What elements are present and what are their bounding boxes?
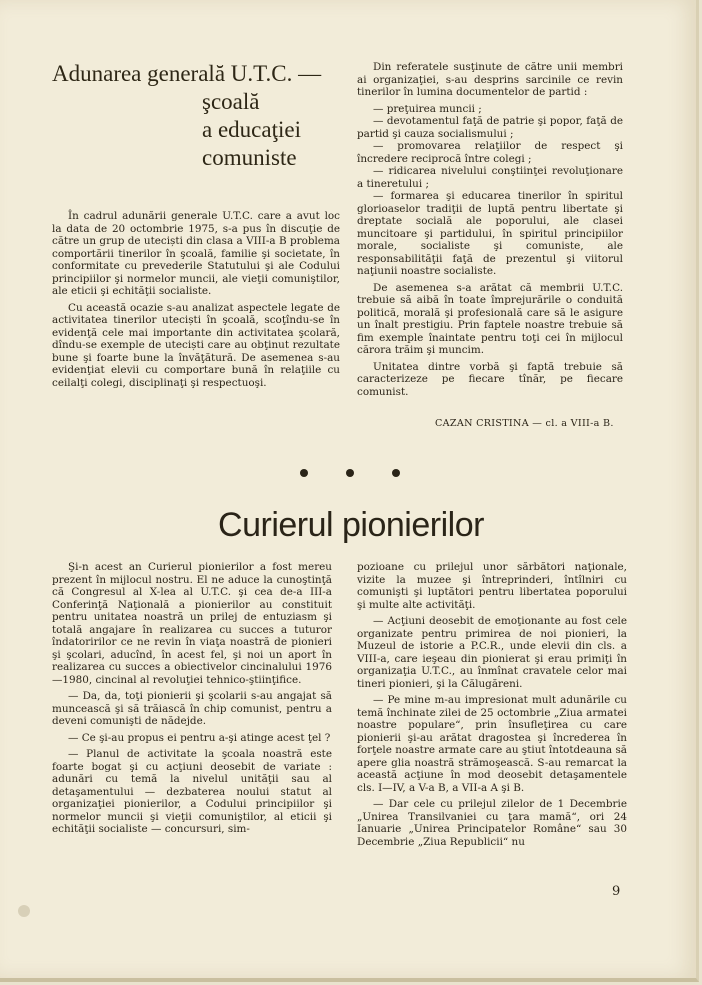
paragraph: — Dar cele cu prilejul zilelor de 1 Decembrie „Unirea Transilvaniei cu ţara mamă“, ori 24 Ianuarie „Unirea Principatelor Române“ sau 30 Decembrie „Ziua Republicii“ nu — [357, 798, 627, 848]
paragraph: — Acţiuni deosebit de emoţionante au fost cele organizate pentru primirea de noi pionieri, la Muzeul de istorie a P.C.R., unde elevii din cls. a VIII-a, care ieşeau din pionierat şi erau primiţi în organizaţia U.T.C., au înmînat cravatele celor mai tineri pionieri, şi la Călugăreni. — [357, 615, 627, 690]
paragraph: Şi-n acest an Curierul pionierilor a fost mereu prezent în mijlocul nostru. El ne aduce la cunoştinţă că Congresul al X-lea al U.T.C. şi cea de-a III-a Conferinţă Naţională a pionierilor au constituit pentru unitatea noastră un prilej de entuziasm şi totală angajare în realizarea cu succes a tuturor îndatoririlor ce ne revin în viaţa noastră de pionieri şi şcolari, aducînd, în acest fel, şi noi un aport în realizarea cu succes a obiectivelor cincinalului 1976—1980, cincinal al revoluţiei tehnico-ştiinţifice. — [52, 561, 332, 686]
binding-hole — [18, 905, 30, 917]
separator-dot — [346, 469, 354, 477]
list-item: — devotamentul faţă de patrie şi popor, faţă de partid şi cauza socialismului ; — [357, 115, 623, 140]
list-item: — promovarea relaţiilor de respect şi încredere reciprocă între colegi ; — [357, 140, 623, 165]
section-separator — [300, 469, 400, 477]
paragraph: — Planul de activitate la şcoala noastră este foarte bogat şi cu acţiuni deosebit de variate : adunări cu temă la nivelul unităţii sau al detaşamentului — dezbaterea noului statut al organizaţiei pionierilor, a Codului principiilor şi normelor muncii şi vieţii comuniştilor, al eticii şi echităţii socialiste — concursuri, sim- — [52, 748, 332, 835]
paragraph: Cu această ocazie s-au analizat aspectele legate de activitatea tinerilor uteciști în şcoală, scoţîndu-se în evidenţă cele mai importante din activitatea şcolară, dîndu-se exemple de uteciști care au obţinut rezultate bune şi foarte bune la învăţătură. De asemenea s-au evidenţiat elevii cu comportare bună în relaţiile cu ceilalţi colegi, disciplinaţi şi respectuoşi. — [52, 301, 340, 389]
article1-right-column — [357, 61, 623, 402]
list-item: — preţuirea muncii ; — [373, 102, 482, 115]
article2-right-column — [357, 561, 627, 852]
paragraph: Unitatea dintre vorbă şi faptă trebuie să caracterizeze pe fiecare tînăr, pe fiecare comunist. — [357, 360, 623, 398]
paragraph: — Ce şi-au propus ei pentru a-şi atinge acest ţel ? — [68, 731, 331, 744]
title-line: şcoală — [202, 89, 260, 114]
separator-dot — [300, 469, 308, 477]
paragraph: În cadrul adunării generale U.T.C. care a avut loc la data de 20 octombrie 1975, s-a pus în discuţie de către un grup de uteciști din clasa a VIII-a B problema comportării tinerilor în şcoală, familie şi societate, în conformitate cu prevederile Statutului şi ale Codului principiilor şi normelor muncii, ale vieţii comuniştilor, ale eticii şi echităţii socialiste. — [52, 210, 340, 297]
article1-title — [52, 60, 342, 172]
paragraph: — Da, da, toţi pionierii şi şcolarii s-au angajat să muncească şi să trăiască în chip comunist, pentru a deveni comunişti de nădejde. — [52, 690, 332, 727]
list-item: — formarea şi educarea tinerilor în spiritul glorioaselor tradiţii de luptă pentru libertate şi dreptate socială ale poporului, ale clasei muncitoare şi partidului, în spiritul principiilor morale, socialiste şi comuniste, ale responsabilităţii faţă de prezentul şi viitorul naţiunii noastre socialiste. — [357, 190, 623, 277]
title-line: comuniste — [202, 145, 297, 170]
separator-dot — [392, 469, 400, 477]
article1-left-column — [52, 210, 340, 393]
author-signature: CAZAN CRISTINA — cl. a VIII-a B. — [435, 418, 614, 429]
title-line: a educaţiei — [202, 117, 301, 142]
paragraph: — Pe mine m-au impresionat mult adunările cu temă închinate zilei de 25 octombrie „Ziua armatei noastre populare“, prin însufleţirea cu care pionierii şi-au arătat dragostea şi încrederea în forţele noastre armate care au ştiut întotdeauna să apere glia noastră strămoşească. S-au remarcat la această acţiune în mod deosebit detaşamentele cls. I—IV, a V-a B, a VII-a A şi B. — [357, 694, 627, 794]
paragraph: Din referatele susţinute de către unii membri ai organizaţiei, s-au desprins sarcinile ce revin tinerilor în lumina documentelor de partid : — [357, 61, 623, 98]
title-line: Adunarea generală U.T.C. — — [52, 61, 322, 86]
list-item: — ridicarea nivelului conştiinţei revoluţionare a tineretului ; — [357, 165, 623, 190]
paragraph: De asemenea s-a arătat că membrii U.T.C. trebuie să aibă în toate împrejurările o conduită politică, morală şi profesională care să le asigure un înalt prestigiu. Prin faptele noastre trebuie să fim exemple înaintate pentru toţi cei în mijlocul cărora trăim şi muncim. — [357, 281, 623, 356]
article2-title: Curierul pionierilor — [218, 506, 484, 544]
paragraph: pozioane cu prilejul unor sărbători naţionale, vizite la muzee şi întreprinderi, întîlniri cu comunişti şi luptători pentru libertatea poporului şi multe alte activităţi. — [357, 561, 627, 611]
article2-left-column — [52, 561, 332, 840]
page-number: 9 — [612, 884, 621, 899]
